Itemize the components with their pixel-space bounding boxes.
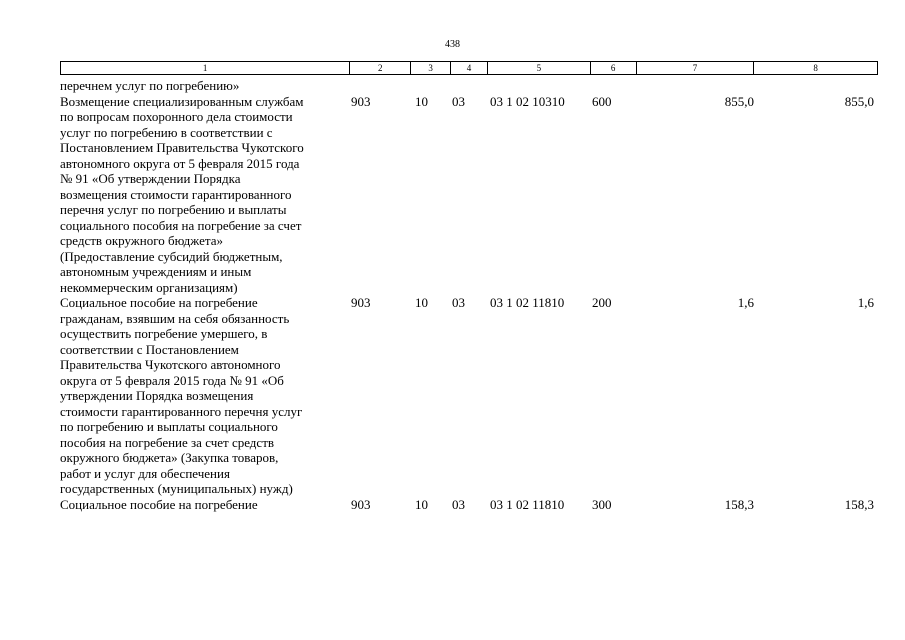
row-target-code: 03 1 02 11810 [490,295,565,310]
table-header [60,61,878,75]
row-expense-type: 300 [592,496,612,512]
row-section: 10 [415,295,428,310]
header-col-6: 6 [590,62,636,74]
header-col-1: 1 [202,63,208,73]
row-expense-type: 600 [592,93,612,109]
table-row [60,295,878,497]
row-subsection: 03 [452,295,465,310]
header-col-4: 4 [450,62,487,74]
row-description: Социальное пособие на погребение [60,496,258,512]
table-row [60,94,878,296]
table-row [60,78,878,94]
row-amount-col8: 1,6 [857,295,874,310]
row-subsection: 03 [452,496,465,512]
page-number: 438 [445,39,460,50]
row-admin-code: 903 [351,295,371,310]
row-amount-col7: 855,0 [724,93,754,109]
row-expense-type: 200 [592,295,612,310]
header-col-3: 3 [410,62,450,74]
row-admin-code: 903 [351,93,371,109]
row-amount-col8: 855,0 [844,93,874,109]
table-row [60,497,878,513]
table-body [60,78,878,512]
row-description: перечнем услуг по погребению» [60,78,240,93]
row-admin-code: 903 [351,496,371,512]
row-target-code: 03 1 02 11810 [490,496,565,512]
row-amount-col8: 158,3 [844,496,874,512]
row-target-code: 03 1 02 10310 [490,93,565,109]
row-description: Социальное пособие на погребение гражданам, взявшим на себя обязанность осуществить погребение умершего, в соответствии с Постановлением Правительства Чукотского автономного округа от 5 февраля 2015 года № 91 «Об утверждении Порядка возмещения стоимости гарантированного перечня услуг по погребению и выплаты социального пособия на погребение за счет средств окружного бюджета» (Закупка товаров, работ и услуг для обеспечения государственных (муниципальных) нужд) [60,295,303,496]
row-amount-col7: 158,3 [724,496,754,512]
header-col-5: 5 [487,62,590,74]
row-description: Возмещение специализированным службам по вопросам похоронного дела стоимости услуг по погребению в соответствии с Постановлением Правительства Чукотского автономного округа от 5 февраля 2015 года № 91 «Об утверждении Порядка возмещения стоимости гарантированного перечня услуг по погребению и выплаты социального пособия на погребение за счет средств окружного бюджета» (Предоставление субсидий бюджетным, автономным учреждениям и иным некоммерческим организациям) [60,93,304,295]
header-col-2: 2 [349,62,410,74]
header-col-7: 7 [636,62,754,74]
row-section: 10 [415,93,428,109]
row-amount-col7: 1,6 [737,295,754,310]
row-subsection: 03 [452,93,465,109]
header-col-8: 8 [753,62,877,74]
row-section: 10 [415,496,428,512]
